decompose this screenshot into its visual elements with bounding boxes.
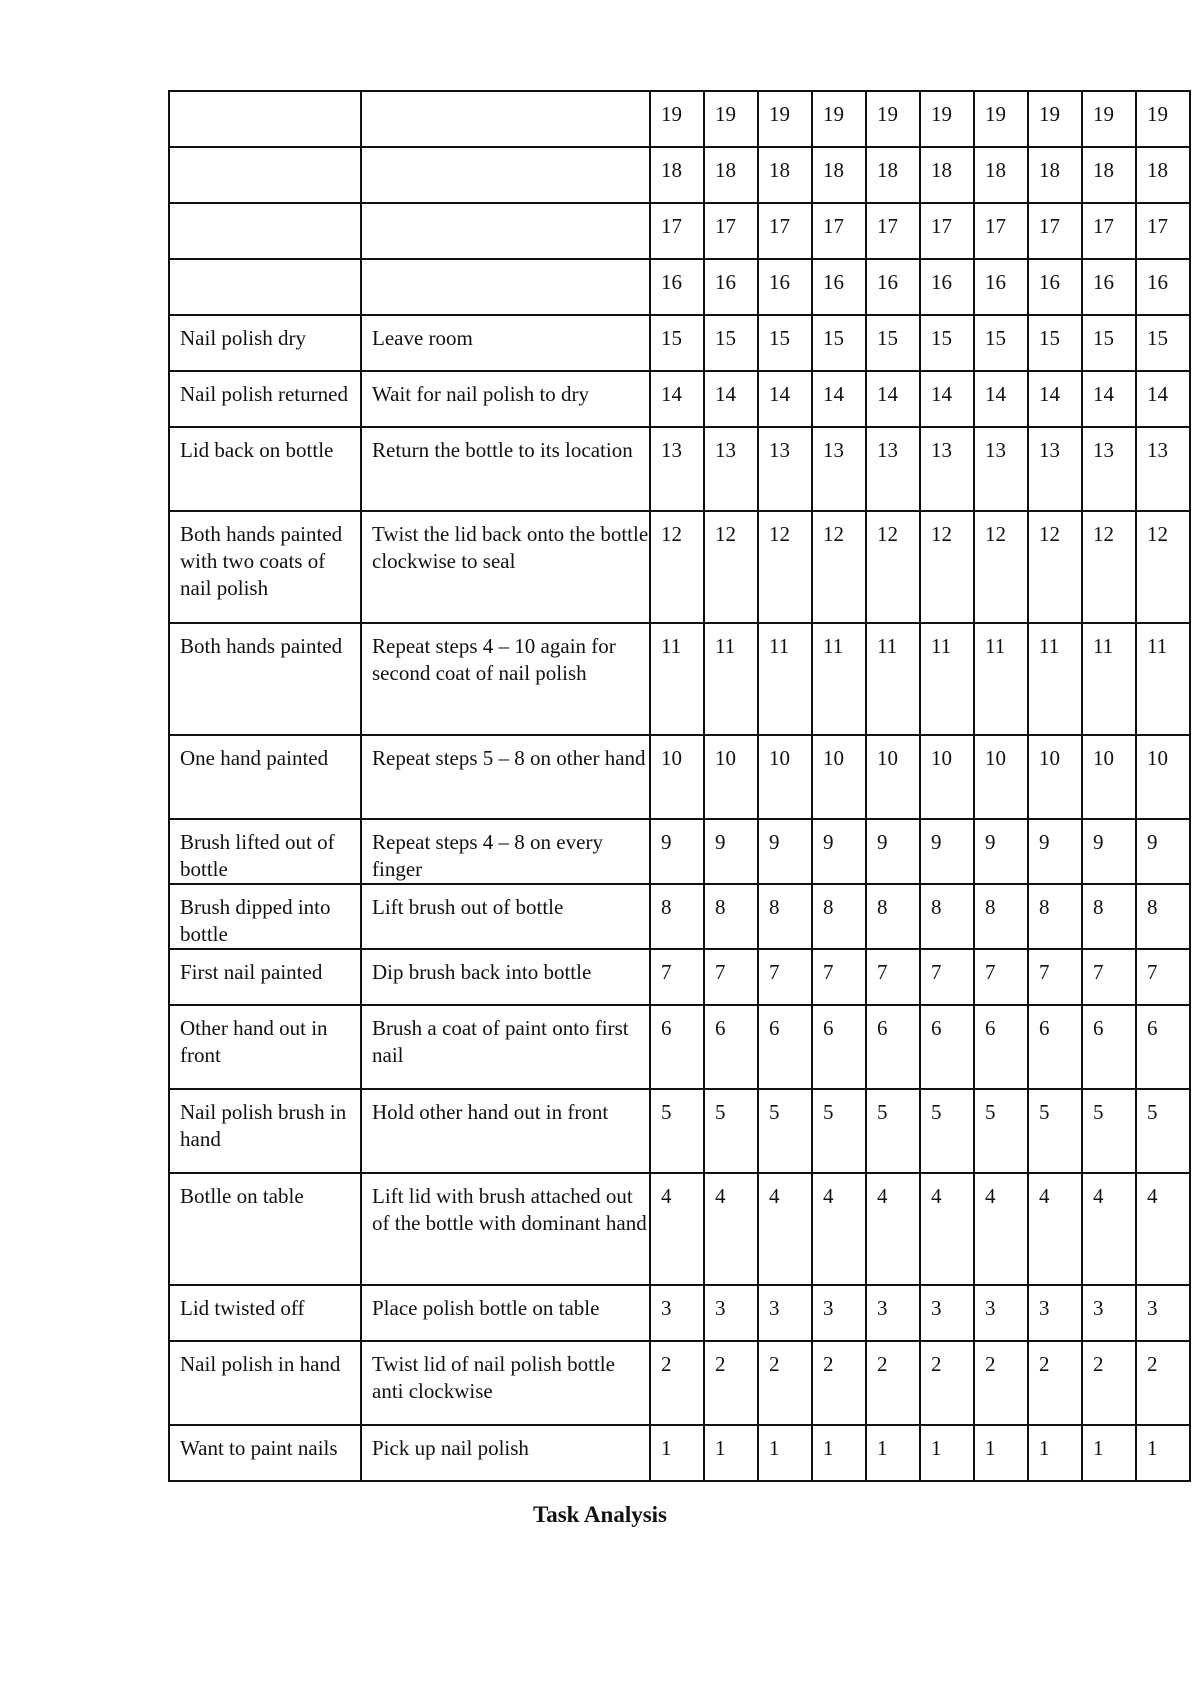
trial-number-cell: 11 [650, 623, 704, 735]
trial-number-cell: 11 [1136, 623, 1190, 735]
trial-number-cell: 17 [1082, 203, 1136, 259]
step-cell: Place polish bottle on table [361, 1285, 650, 1341]
trial-number-cell: 18 [1082, 147, 1136, 203]
trial-number-cell: 5 [812, 1089, 866, 1173]
trial-number-cell: 4 [758, 1173, 812, 1285]
trial-number-cell: 5 [974, 1089, 1028, 1173]
step-cell: Lift brush out of bottle [361, 884, 650, 949]
trial-number-cell: 12 [866, 511, 920, 623]
trial-number-cell: 13 [758, 427, 812, 511]
trial-number-cell: 10 [920, 735, 974, 819]
trial-number-cell: 3 [650, 1285, 704, 1341]
trial-number-cell: 18 [758, 147, 812, 203]
trial-number-cell: 10 [1082, 735, 1136, 819]
trial-number-cell: 13 [1136, 427, 1190, 511]
trial-number-cell: 19 [650, 91, 704, 147]
trial-number-cell: 2 [1028, 1341, 1082, 1425]
trial-number-cell: 6 [920, 1005, 974, 1089]
trial-number-cell: 18 [1028, 147, 1082, 203]
trial-number-cell: 12 [650, 511, 704, 623]
trial-number-cell: 19 [812, 91, 866, 147]
trial-number-cell: 15 [812, 315, 866, 371]
trial-number-cell: 8 [866, 884, 920, 949]
trial-number-cell: 12 [812, 511, 866, 623]
outcome-cell: Nail polish dry [169, 315, 361, 371]
table-row [169, 819, 1190, 884]
outcome-cell: Want to paint nails [169, 1425, 361, 1481]
trial-number-cell: 5 [650, 1089, 704, 1173]
outcome-cell: Lid twisted off [169, 1285, 361, 1341]
trial-number-cell: 14 [1136, 371, 1190, 427]
trial-number-cell: 17 [1028, 203, 1082, 259]
trial-number-cell: 18 [704, 147, 758, 203]
trial-number-cell: 17 [650, 203, 704, 259]
trial-number-cell: 12 [974, 511, 1028, 623]
trial-number-cell: 15 [1082, 315, 1136, 371]
trial-number-cell: 9 [974, 819, 1028, 884]
outcome-cell: Other hand out in front [169, 1005, 361, 1089]
trial-number-cell: 10 [1136, 735, 1190, 819]
trial-number-cell: 9 [866, 819, 920, 884]
trial-number-cell: 7 [758, 949, 812, 1005]
outcome-cell: Nail polish brush in hand [169, 1089, 361, 1173]
trial-number-cell: 12 [758, 511, 812, 623]
task-analysis-table [168, 90, 1191, 1482]
trial-number-cell: 16 [920, 259, 974, 315]
step-cell [361, 203, 650, 259]
trial-number-cell: 11 [812, 623, 866, 735]
trial-number-cell: 10 [704, 735, 758, 819]
trial-number-cell: 8 [758, 884, 812, 949]
trial-number-cell: 16 [1082, 259, 1136, 315]
trial-number-cell: 6 [650, 1005, 704, 1089]
trial-number-cell: 1 [758, 1425, 812, 1481]
trial-number-cell: 10 [812, 735, 866, 819]
trial-number-cell: 11 [920, 623, 974, 735]
step-cell: Repeat steps 4 – 8 on every finger [361, 819, 650, 884]
trial-number-cell: 10 [758, 735, 812, 819]
table-row [169, 511, 1190, 623]
trial-number-cell: 11 [1082, 623, 1136, 735]
trial-number-cell: 3 [866, 1285, 920, 1341]
trial-number-cell: 14 [1028, 371, 1082, 427]
table-row [169, 735, 1190, 819]
trial-number-cell: 19 [1082, 91, 1136, 147]
trial-number-cell: 8 [650, 884, 704, 949]
trial-number-cell: 7 [650, 949, 704, 1005]
outcome-cell: Nail polish in hand [169, 1341, 361, 1425]
trial-number-cell: 15 [866, 315, 920, 371]
trial-number-cell: 14 [1082, 371, 1136, 427]
trial-number-cell: 18 [920, 147, 974, 203]
trial-number-cell: 1 [974, 1425, 1028, 1481]
trial-number-cell: 14 [758, 371, 812, 427]
trial-number-cell: 11 [758, 623, 812, 735]
trial-number-cell: 16 [812, 259, 866, 315]
trial-number-cell: 7 [1028, 949, 1082, 1005]
trial-number-cell: 10 [866, 735, 920, 819]
outcome-cell: First nail painted [169, 949, 361, 1005]
trial-number-cell: 19 [704, 91, 758, 147]
trial-number-cell: 3 [812, 1285, 866, 1341]
step-cell [361, 147, 650, 203]
trial-number-cell: 19 [866, 91, 920, 147]
trial-number-cell: 9 [704, 819, 758, 884]
trial-number-cell: 13 [1082, 427, 1136, 511]
trial-number-cell: 18 [812, 147, 866, 203]
trial-number-cell: 16 [1028, 259, 1082, 315]
trial-number-cell: 19 [1136, 91, 1190, 147]
trial-number-cell: 6 [1028, 1005, 1082, 1089]
trial-number-cell: 6 [758, 1005, 812, 1089]
outcome-cell [169, 259, 361, 315]
trial-number-cell: 16 [866, 259, 920, 315]
step-cell: Wait for nail polish to dry [361, 371, 650, 427]
step-cell [361, 259, 650, 315]
trial-number-cell: 5 [1082, 1089, 1136, 1173]
step-cell: Repeat steps 5 – 8 on other hand [361, 735, 650, 819]
trial-number-cell: 9 [1028, 819, 1082, 884]
trial-number-cell: 14 [812, 371, 866, 427]
trial-number-cell: 18 [974, 147, 1028, 203]
trial-number-cell: 14 [920, 371, 974, 427]
trial-number-cell: 9 [650, 819, 704, 884]
trial-number-cell: 17 [866, 203, 920, 259]
trial-number-cell: 15 [974, 315, 1028, 371]
trial-number-cell: 5 [1136, 1089, 1190, 1173]
trial-number-cell: 5 [1028, 1089, 1082, 1173]
outcome-cell: Both hands painted with two coats of nail polish [169, 511, 361, 623]
trial-number-cell: 16 [1136, 259, 1190, 315]
trial-number-cell: 11 [974, 623, 1028, 735]
outcome-cell: Both hands painted [169, 623, 361, 735]
trial-number-cell: 15 [920, 315, 974, 371]
table-row [169, 371, 1190, 427]
outcome-cell: Botlle on table [169, 1173, 361, 1285]
step-cell: Dip brush back into bottle [361, 949, 650, 1005]
trial-number-cell: 13 [812, 427, 866, 511]
outcome-cell: One hand painted [169, 735, 361, 819]
trial-number-cell: 7 [704, 949, 758, 1005]
trial-number-cell: 15 [1136, 315, 1190, 371]
trial-number-cell: 3 [1136, 1285, 1190, 1341]
trial-number-cell: 6 [866, 1005, 920, 1089]
trial-number-cell: 19 [920, 91, 974, 147]
trial-number-cell: 6 [974, 1005, 1028, 1089]
step-cell: Hold other hand out in front [361, 1089, 650, 1173]
trial-number-cell: 8 [1028, 884, 1082, 949]
table-row [169, 1285, 1190, 1341]
trial-number-cell: 2 [650, 1341, 704, 1425]
trial-number-cell: 16 [650, 259, 704, 315]
trial-number-cell: 18 [1136, 147, 1190, 203]
trial-number-cell: 4 [704, 1173, 758, 1285]
trial-number-cell: 9 [1136, 819, 1190, 884]
trial-number-cell: 1 [1136, 1425, 1190, 1481]
table-row [169, 1341, 1190, 1425]
trial-number-cell: 4 [1082, 1173, 1136, 1285]
trial-number-cell: 7 [866, 949, 920, 1005]
step-cell: Twist lid of nail polish bottle anti clockwise [361, 1341, 650, 1425]
trial-number-cell: 10 [974, 735, 1028, 819]
table-row [169, 203, 1190, 259]
trial-number-cell: 7 [1082, 949, 1136, 1005]
table-row [169, 949, 1190, 1005]
trial-number-cell: 4 [974, 1173, 1028, 1285]
trial-number-cell: 2 [974, 1341, 1028, 1425]
trial-number-cell: 1 [1028, 1425, 1082, 1481]
trial-number-cell: 14 [866, 371, 920, 427]
trial-number-cell: 3 [974, 1285, 1028, 1341]
trial-number-cell: 8 [920, 884, 974, 949]
trial-number-cell: 15 [1028, 315, 1082, 371]
trial-number-cell: 6 [704, 1005, 758, 1089]
outcome-cell: Brush lifted out of bottle [169, 819, 361, 884]
trial-number-cell: 3 [1028, 1285, 1082, 1341]
trial-number-cell: 11 [704, 623, 758, 735]
trial-number-cell: 3 [920, 1285, 974, 1341]
table-row [169, 315, 1190, 371]
trial-number-cell: 19 [758, 91, 812, 147]
trial-number-cell: 15 [650, 315, 704, 371]
table-row [169, 1005, 1190, 1089]
table-row [169, 91, 1190, 147]
trial-number-cell: 12 [704, 511, 758, 623]
trial-number-cell: 18 [650, 147, 704, 203]
table-row [169, 1425, 1190, 1481]
outcome-cell: Nail polish returned [169, 371, 361, 427]
trial-number-cell: 7 [1136, 949, 1190, 1005]
step-cell: Leave room [361, 315, 650, 371]
step-cell: Repeat steps 4 – 10 again for second coat of nail polish [361, 623, 650, 735]
table-row [169, 147, 1190, 203]
trial-number-cell: 7 [974, 949, 1028, 1005]
trial-number-cell: 6 [1082, 1005, 1136, 1089]
trial-number-cell: 5 [920, 1089, 974, 1173]
trial-number-cell: 5 [704, 1089, 758, 1173]
trial-number-cell: 16 [758, 259, 812, 315]
trial-number-cell: 19 [1028, 91, 1082, 147]
trial-number-cell: 1 [704, 1425, 758, 1481]
table-row [169, 884, 1190, 949]
trial-number-cell: 18 [866, 147, 920, 203]
trial-number-cell: 13 [920, 427, 974, 511]
trial-number-cell: 12 [1028, 511, 1082, 623]
step-cell: Lift lid with brush attached out of the bottle with dominant hand [361, 1173, 650, 1285]
trial-number-cell: 8 [1082, 884, 1136, 949]
trial-number-cell: 2 [1082, 1341, 1136, 1425]
trial-number-cell: 5 [866, 1089, 920, 1173]
trial-number-cell: 6 [812, 1005, 866, 1089]
trial-number-cell: 7 [920, 949, 974, 1005]
trial-number-cell: 2 [920, 1341, 974, 1425]
trial-number-cell: 9 [1082, 819, 1136, 884]
trial-number-cell: 15 [704, 315, 758, 371]
step-cell: Pick up nail polish [361, 1425, 650, 1481]
trial-number-cell: 10 [650, 735, 704, 819]
trial-number-cell: 12 [1082, 511, 1136, 623]
caption: Task Analysis [532, 1502, 668, 1527]
step-cell [361, 91, 650, 147]
trial-number-cell: 17 [704, 203, 758, 259]
trial-number-cell: 14 [650, 371, 704, 427]
table-row [169, 1089, 1190, 1173]
trial-number-cell: 12 [920, 511, 974, 623]
trial-number-cell: 17 [974, 203, 1028, 259]
outcome-cell: Lid back on bottle [169, 427, 361, 511]
trial-number-cell: 13 [866, 427, 920, 511]
trial-number-cell: 1 [812, 1425, 866, 1481]
trial-number-cell: 6 [1136, 1005, 1190, 1089]
outcome-cell [169, 203, 361, 259]
trial-number-cell: 14 [974, 371, 1028, 427]
trial-number-cell: 7 [812, 949, 866, 1005]
trial-number-cell: 13 [650, 427, 704, 511]
trial-number-cell: 2 [866, 1341, 920, 1425]
trial-number-cell: 4 [866, 1173, 920, 1285]
trial-number-cell: 13 [974, 427, 1028, 511]
trial-number-cell: 8 [1136, 884, 1190, 949]
trial-number-cell: 9 [758, 819, 812, 884]
trial-number-cell: 13 [704, 427, 758, 511]
outcome-cell [169, 147, 361, 203]
trial-number-cell: 16 [974, 259, 1028, 315]
table-row [169, 1173, 1190, 1285]
trial-number-cell: 2 [704, 1341, 758, 1425]
trial-number-cell: 1 [650, 1425, 704, 1481]
trial-number-cell: 16 [704, 259, 758, 315]
trial-number-cell: 3 [758, 1285, 812, 1341]
trial-number-cell: 4 [650, 1173, 704, 1285]
trial-number-cell: 11 [1028, 623, 1082, 735]
table-row [169, 427, 1190, 511]
trial-number-cell: 2 [1136, 1341, 1190, 1425]
trial-number-cell: 19 [974, 91, 1028, 147]
trial-number-cell: 3 [704, 1285, 758, 1341]
trial-number-cell: 4 [920, 1173, 974, 1285]
step-cell: Brush a coat of paint onto first nail [361, 1005, 650, 1089]
trial-number-cell: 1 [866, 1425, 920, 1481]
trial-number-cell: 8 [812, 884, 866, 949]
trial-number-cell: 3 [1082, 1285, 1136, 1341]
trial-number-cell: 17 [812, 203, 866, 259]
trial-number-cell: 12 [1136, 511, 1190, 623]
trial-number-cell: 2 [758, 1341, 812, 1425]
trial-number-cell: 10 [1028, 735, 1082, 819]
trial-number-cell: 17 [758, 203, 812, 259]
table-row [169, 259, 1190, 315]
trial-number-cell: 5 [758, 1089, 812, 1173]
trial-number-cell: 14 [704, 371, 758, 427]
trial-number-cell: 17 [920, 203, 974, 259]
trial-number-cell: 9 [920, 819, 974, 884]
trial-number-cell: 17 [1136, 203, 1190, 259]
trial-number-cell: 2 [812, 1341, 866, 1425]
trial-number-cell: 11 [866, 623, 920, 735]
trial-number-cell: 13 [1028, 427, 1082, 511]
trial-number-cell: 4 [812, 1173, 866, 1285]
trial-number-cell: 1 [920, 1425, 974, 1481]
outcome-cell: Brush dipped into bottle [169, 884, 361, 949]
outcome-cell [169, 91, 361, 147]
trial-number-cell: 8 [974, 884, 1028, 949]
step-cell: Return the bottle to its location [361, 427, 650, 511]
step-cell: Twist the lid back onto the bottle clockwise to seal [361, 511, 650, 623]
trial-number-cell: 4 [1136, 1173, 1190, 1285]
trial-number-cell: 9 [812, 819, 866, 884]
trial-number-cell: 1 [1082, 1425, 1136, 1481]
trial-number-cell: 8 [704, 884, 758, 949]
table-row [169, 623, 1190, 735]
trial-number-cell: 4 [1028, 1173, 1082, 1285]
trial-number-cell: 15 [758, 315, 812, 371]
